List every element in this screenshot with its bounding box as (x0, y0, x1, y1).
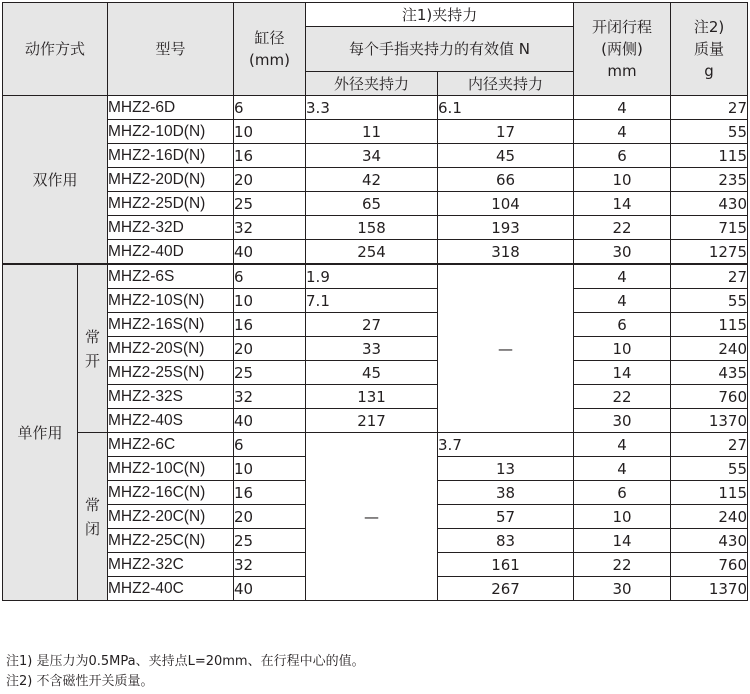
table-row (3, 144, 748, 168)
model-cell: MHZ2-6S (108, 264, 234, 289)
outer-force-cell: 217 (306, 409, 438, 433)
header-bore-line1: 缸径 (254, 29, 285, 47)
table-row (3, 337, 748, 361)
mass-cell: 27 (671, 264, 748, 289)
mass-cell: 27 (671, 433, 748, 457)
model-cell: MHZ2-6C (108, 433, 234, 457)
outer-force-cell: 45 (306, 361, 438, 385)
table-row (3, 192, 748, 216)
stroke-cell: 10 (574, 505, 671, 529)
mass-cell: 1370 (671, 409, 748, 433)
model-cell: MHZ2-10C(N) (108, 457, 234, 481)
model-cell: MHZ2-20D(N) (108, 168, 234, 192)
stroke-cell: 6 (574, 313, 671, 337)
table-row (3, 240, 748, 265)
inner-force-cell: 3.7 (438, 433, 574, 457)
bore-cell: 20 (234, 337, 306, 361)
stroke-cell: 6 (574, 481, 671, 505)
header-mass (671, 3, 748, 96)
inner-force-cell: 66 (438, 168, 574, 192)
bore-cell: 6 (234, 433, 306, 457)
model-cell: MHZ2-10S(N) (108, 289, 234, 313)
inner-force-cell: 193 (438, 216, 574, 240)
table-row (3, 96, 748, 120)
stroke-cell: 4 (574, 457, 671, 481)
header-bore-line2: (mm) (249, 51, 290, 69)
bore-cell: 25 (234, 529, 306, 553)
outer-force-cell: 1.9 (306, 264, 438, 289)
mass-cell: 115 (671, 313, 748, 337)
group-normally-open-label: 常开 (84, 327, 100, 370)
mass-cell: 27 (671, 96, 748, 120)
inner-force-cell: 17 (438, 120, 574, 144)
mass-cell: 1370 (671, 577, 748, 601)
bore-cell: 32 (234, 385, 306, 409)
stroke-cell: 10 (574, 337, 671, 361)
outer-force-cell: 33 (306, 337, 438, 361)
bore-cell: 32 (234, 553, 306, 577)
mass-cell: 430 (671, 192, 748, 216)
mass-cell: 235 (671, 168, 748, 192)
inner-force-cell: 13 (438, 457, 574, 481)
header-stroke-line3: mm (607, 62, 637, 80)
bore-cell: 25 (234, 361, 306, 385)
group-normally-closed-label: 常闭 (84, 495, 100, 538)
model-cell: MHZ2-32S (108, 385, 234, 409)
stroke-cell: 14 (574, 529, 671, 553)
stroke-cell: 14 (574, 192, 671, 216)
header-action: 动作方式 (3, 3, 108, 96)
mass-cell: 240 (671, 337, 748, 361)
group-double-acting: 双作用 (3, 96, 108, 265)
outer-force-cell: 27 (306, 313, 438, 337)
outer-force-cell: 254 (306, 240, 438, 265)
bore-cell: 20 (234, 505, 306, 529)
stroke-cell: 30 (574, 240, 671, 265)
spec-table (2, 2, 748, 601)
model-cell: MHZ2-16D(N) (108, 144, 234, 168)
group-single-acting: 单作用 (3, 264, 78, 601)
inner-force-cell: 83 (438, 529, 574, 553)
outer-force-na: — (306, 433, 438, 601)
bore-cell: 16 (234, 481, 306, 505)
footnotes (6, 652, 365, 692)
header-mass-line1: 注2) (693, 18, 725, 36)
inner-force-cell: 318 (438, 240, 574, 265)
inner-force-cell: 161 (438, 553, 574, 577)
header-grip-sub: 每个手指夹持力的有效值 N (306, 27, 574, 72)
model-cell: MHZ2-20C(N) (108, 505, 234, 529)
table-row (3, 313, 748, 337)
table-row (3, 168, 748, 192)
mass-cell: 55 (671, 457, 748, 481)
model-cell: MHZ2-32C (108, 553, 234, 577)
stroke-cell: 10 (574, 168, 671, 192)
table-row (3, 289, 748, 313)
header-stroke-line2: (两侧) (601, 40, 643, 58)
bore-cell: 25 (234, 192, 306, 216)
mass-cell: 115 (671, 481, 748, 505)
bore-cell: 6 (234, 96, 306, 120)
header-model: 型号 (108, 3, 234, 96)
footnote-1: 注1) 是压力为0.5MPa、夹持点L=20mm、在行程中心的值。 (6, 654, 365, 669)
inner-force-cell: 267 (438, 577, 574, 601)
stroke-cell: 22 (574, 216, 671, 240)
bore-cell: 16 (234, 313, 306, 337)
bore-cell: 16 (234, 144, 306, 168)
outer-force-cell: 65 (306, 192, 438, 216)
header-mass-line2: 质量 (694, 40, 725, 58)
mass-cell: 435 (671, 361, 748, 385)
stroke-cell: 4 (574, 96, 671, 120)
model-cell: MHZ2-40D (108, 240, 234, 265)
mass-cell: 430 (671, 529, 748, 553)
bore-cell: 32 (234, 216, 306, 240)
stroke-cell: 4 (574, 289, 671, 313)
mass-cell: 55 (671, 120, 748, 144)
bore-cell: 40 (234, 240, 306, 265)
stroke-cell: 4 (574, 264, 671, 289)
group-normally-closed (78, 433, 108, 601)
stroke-cell: 4 (574, 433, 671, 457)
model-cell: MHZ2-25C(N) (108, 529, 234, 553)
stroke-cell: 14 (574, 361, 671, 385)
table-row (3, 264, 748, 289)
model-cell: MHZ2-6D (108, 96, 234, 120)
model-cell: MHZ2-16C(N) (108, 481, 234, 505)
model-cell: MHZ2-20S(N) (108, 337, 234, 361)
bore-cell: 6 (234, 264, 306, 289)
stroke-cell: 30 (574, 409, 671, 433)
bore-cell: 10 (234, 457, 306, 481)
inner-force-cell: 104 (438, 192, 574, 216)
header-inner: 内径夹持力 (438, 72, 574, 96)
outer-force-cell: 11 (306, 120, 438, 144)
table-row (3, 433, 748, 457)
mass-cell: 715 (671, 216, 748, 240)
stroke-cell: 22 (574, 385, 671, 409)
model-cell: MHZ2-40C (108, 577, 234, 601)
header-stroke-line1: 开闭行程 (592, 18, 653, 36)
outer-force-cell: 34 (306, 144, 438, 168)
outer-force-cell: 158 (306, 216, 438, 240)
mass-cell: 760 (671, 385, 748, 409)
table-row (3, 120, 748, 144)
bore-cell: 40 (234, 577, 306, 601)
inner-force-cell: 45 (438, 144, 574, 168)
model-cell: MHZ2-16S(N) (108, 313, 234, 337)
model-cell: MHZ2-32D (108, 216, 234, 240)
table-row (3, 409, 748, 433)
outer-force-cell: 7.1 (306, 289, 438, 313)
mass-cell: 1275 (671, 240, 748, 265)
inner-force-na: — (438, 264, 574, 433)
model-cell: MHZ2-10D(N) (108, 120, 234, 144)
mass-cell: 55 (671, 289, 748, 313)
model-cell: MHZ2-25S(N) (108, 361, 234, 385)
group-normally-open (78, 264, 108, 433)
bore-cell: 10 (234, 120, 306, 144)
bore-cell: 20 (234, 168, 306, 192)
stroke-cell: 30 (574, 577, 671, 601)
bore-cell: 10 (234, 289, 306, 313)
outer-force-cell: 42 (306, 168, 438, 192)
outer-force-cell: 131 (306, 385, 438, 409)
outer-force-cell: 3.3 (306, 96, 438, 120)
inner-force-cell: 57 (438, 505, 574, 529)
inner-force-cell: 6.1 (438, 96, 574, 120)
model-cell: MHZ2-40S (108, 409, 234, 433)
stroke-cell: 4 (574, 120, 671, 144)
table-row (3, 361, 748, 385)
mass-cell: 240 (671, 505, 748, 529)
table-row (3, 385, 748, 409)
model-cell: MHZ2-25D(N) (108, 192, 234, 216)
mass-cell: 760 (671, 553, 748, 577)
stroke-cell: 6 (574, 144, 671, 168)
table-row (3, 216, 748, 240)
header-grip-title: 注1)夹持力 (306, 3, 574, 27)
stroke-cell: 22 (574, 553, 671, 577)
inner-force-cell: 38 (438, 481, 574, 505)
header-mass-line3: g (704, 62, 714, 80)
bore-cell: 40 (234, 409, 306, 433)
header-outer: 外径夹持力 (306, 72, 438, 96)
mass-cell: 115 (671, 144, 748, 168)
footnote-2: 注2) 不含磁性开关质量。 (6, 674, 154, 689)
header-stroke (574, 3, 671, 96)
header-bore (234, 3, 306, 96)
